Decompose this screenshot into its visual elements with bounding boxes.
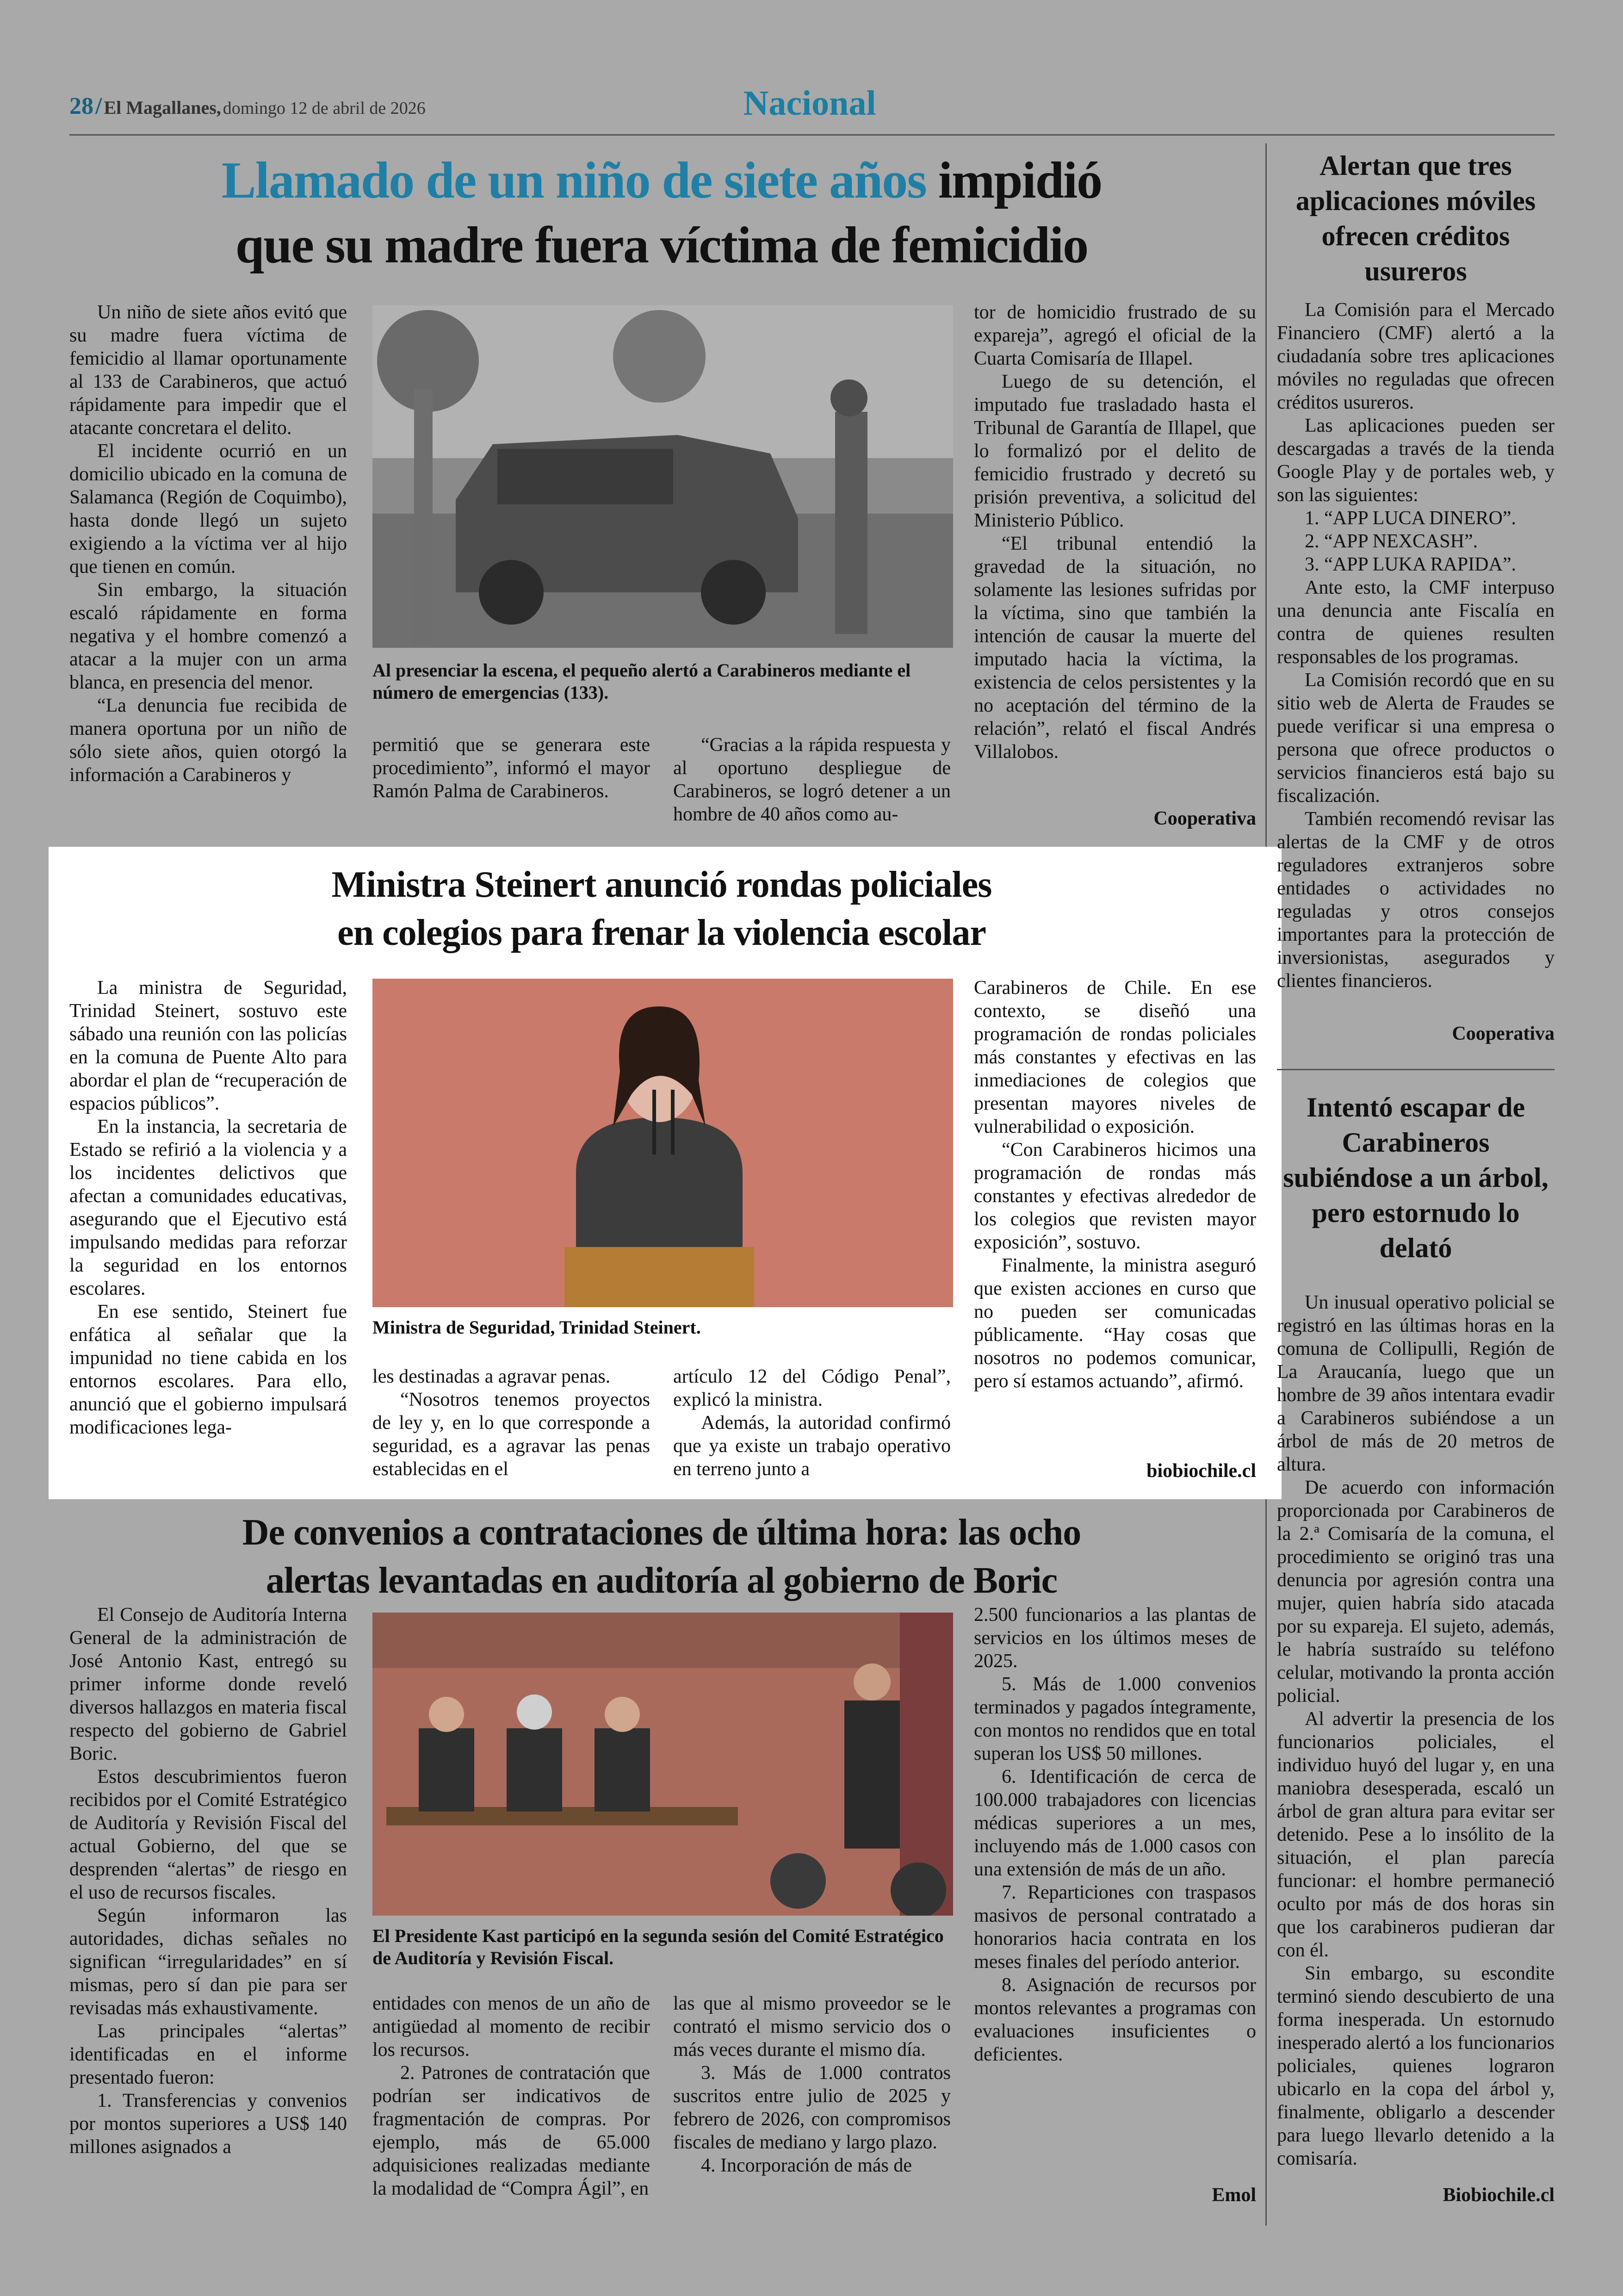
- paragraph: En ese sentido, Steinert fue enfática al señalar que la impunidad no tiene cabida en los entornos escolares. Para ello, anunció que el gobierno impulsará modificaciones lega-: [69, 1301, 347, 1438]
- paragraph: 6. Identificación de cerca de 100.000 trabajadores con licencias médicas superiores a un mes, incluyendo más de 1.000 casos con una extensión de más de un año.: [974, 1766, 1256, 1880]
- committee-photo: [372, 1613, 953, 1916]
- article3-col3: [673, 1992, 951, 2177]
- article3-headline: [69, 1508, 1254, 1605]
- paragraph: Las principales “alertas” identificadas en el informe presentado fueron:: [69, 2021, 347, 2088]
- article3-headline-line1: De convenios a contrataciones de última hora: las ocho: [242, 1512, 1081, 1553]
- list-item: 1. “APP LUCA DINERO”.: [1305, 508, 1516, 529]
- article1-headline-rest: impidió: [938, 152, 1102, 209]
- sidebar-rule: [1277, 1069, 1555, 1070]
- article3-col4: [974, 1603, 1256, 2066]
- paragraph: tor de homicidio frustrado de su expareja”, agregó el oficial de la Cuarta Comisaría de Illapel.: [974, 302, 1256, 369]
- article2-photo: [372, 979, 953, 1307]
- paragraph: Además, la autoridad confirmó que ya existe un trabajo operativo en terreno junto a: [673, 1412, 951, 1480]
- paragraph: entidades con menos de un año de antigüedad al momento de recibir los recursos.: [372, 1993, 650, 2060]
- article2-caption: Ministra de Seguridad, Trinidad Steinert.: [372, 1317, 701, 1338]
- article1-col3: [673, 733, 951, 826]
- paragraph: les destinadas a agravar penas.: [372, 1366, 611, 1387]
- paragraph: “El tribunal entendió la gravedad de la situación, no solamente las lesiones sufridas por la víctima, sino que también la intención de causar la muerte del imputado hacia la víctima, la existencia de celos persistentes y la no aceptación del término de la relación”, relató el fiscal Andrés Villalobos.: [974, 533, 1256, 763]
- paragraph: El Consejo de Auditoría Interna General de la administración de José Antonio Kast, entregó su primer informe donde reveló diversos hallazgos en materia fiscal respecto del gobierno de Gabriel Boric.: [69, 1604, 347, 1764]
- article2-col4: [974, 976, 1256, 1393]
- article1-caption: Al presenciar la escena, el pequeño alertó a Carabineros mediante el número de emergencias (133).: [372, 660, 911, 703]
- header-separator: /: [95, 93, 102, 119]
- article2-headline-line1: Ministra Steinert anunció rondas policiales: [331, 864, 992, 905]
- article3-photo: [372, 1613, 953, 1916]
- paragraph: 3. Más de 1.000 contratos suscritos entre julio de 2025 y febrero de 2026, con compromisos fiscales de mediano y largo plazo.: [673, 2062, 951, 2153]
- paragraph: Un niño de siete años evitó que su madre fuera víctima de femicidio al llamar oportunamente al 133 de Carabineros, que actuó rápidamente para impedir que el atacante concretara el delito.: [69, 302, 347, 439]
- paragraph: “La denuncia fue recibida de manera oportuna por un niño de sólo siete años, quien otorgó la información a Carabineros y: [69, 695, 347, 786]
- article2-col3: [673, 1365, 951, 1481]
- paragraph: El incidente ocurrió en un domicilio ubicado en la comuna de Salamanca (Región de Coquimbo), hasta donde llegó un sujeto exigiendo a la víctima ver al hijo que tienen en común.: [69, 441, 347, 577]
- paragraph: 2.500 funcionarios a las plantas de servicios en los últimos meses de 2025.: [974, 1604, 1256, 1672]
- article2-col1: [69, 976, 347, 1439]
- paragraph: Sin embargo, la situación escaló rápidamente en forma negativa y el hombre comenzó a atacar a la mujer con un arma blanca, en presencia del menor.: [69, 579, 347, 693]
- paragraph: Estos descubrimientos fueron recibidos por el Comité Estratégico de Auditoría y Revisión Fiscal del actual Gobierno, del que se desprenden “alertas” de riesgo en el uso de recursos fiscales.: [69, 1766, 347, 1903]
- list-item: 3. “APP LUKA RAPIDA”.: [1305, 554, 1516, 575]
- paragraph: La Comisión para el Mercado Financiero (CMF) alertó a la ciudadanía sobre tres aplicaciones móviles no reguladas que ofrecen créditos usureros.: [1277, 299, 1555, 413]
- article2-credit: biobiochile.cl: [1146, 1460, 1256, 1482]
- article1-headline: [69, 148, 1254, 278]
- paragraph: 4. Incorporación de más de: [701, 2155, 912, 2176]
- paragraph: Luego de su detención, el imputado fue trasladado hasta el Tribunal de Garantía de Illapel, que lo formalizó por el delito de femicidio frustrado y decretó su prisión preventiva, a solicitud del Ministerio Público.: [974, 371, 1256, 531]
- sidebar2-credit: Biobiochile.cl: [1443, 2184, 1555, 2206]
- paragraph: artículo 12 del Código Penal”, explicó la ministra.: [673, 1366, 951, 1410]
- paper-name: El Magallanes,: [104, 97, 221, 118]
- header-rule: [69, 134, 1555, 136]
- list-item: 2. “APP NEXCASH”.: [1305, 531, 1478, 552]
- paragraph: permitió que se generara este procedimiento”, informó el mayor Ramón Palma de Carabineros.: [372, 734, 650, 802]
- header-date: domingo 12 de abril de 2026: [223, 99, 426, 118]
- paragraph: 8. Asignación de recursos por montos relevantes a programas con evaluaciones insuficientes o deficientes.: [974, 1974, 1256, 2065]
- paragraph: En la instancia, la secretaria de Estado se refirió a la violencia y a los incidentes delictivos que afectan a comunidades educativas, asegurando que el Ejecutivo está impulsando medidas para reforzar la seguridad en los entornos escolares.: [69, 1116, 347, 1299]
- section-title: Nacional: [743, 84, 876, 123]
- paragraph: La ministra de Seguridad, Trinidad Steinert, sostuvo este sábado una reunión con las policías en la comuna de Puente Alto para abordar el plan de “recuperación de espacios públicos”.: [69, 977, 347, 1114]
- paragraph: La Comisión recordó que en su sitio web de Alerta de Fraudes se puede verificar si una empresa o persona que ofrece productos o servicios financieros está bajo su fiscalización.: [1277, 670, 1555, 807]
- paragraph: las que al mismo proveedor se le contrató el mismo servicio dos o más veces durante el mismo día.: [673, 1993, 951, 2060]
- paragraph: “Gracias a la rápida respuesta y al oportuno despliegue de Carabineros, se logró detener a un hombre de 40 años como au-: [673, 734, 951, 825]
- sidebar1-body: [1277, 298, 1555, 993]
- paragraph: Ante esto, la CMF interpuso una denuncia ante Fiscalía en contra de quienes resulten responsables de los programas.: [1277, 577, 1555, 668]
- paragraph: Según informaron las autoridades, dichas señales no significan “irregularidades” en sí mismas, pero sí dan pie para ser revisadas más exhaustivamente.: [69, 1905, 347, 2019]
- paragraph: “Nosotros tenemos proyectos de ley y, en lo que corresponde a seguridad, es a agravar las penas establecidas en el: [372, 1389, 650, 1480]
- paragraph: Finalmente, la ministra aseguró que existen acciones en curso que no pueden ser comunicadas públicamente. “Hay cosas que nosotros no podemos comunicar, pero sí estamos actuando”, afirmó.: [974, 1255, 1256, 1392]
- page-number: 28: [69, 93, 93, 119]
- paragraph: Carabineros de Chile. En ese contexto, se diseñó una programación de rondas policiales más constantes y efectivas en las inmediaciones de colegios que presentan mayores niveles de vulnerabilidad o exposición.: [974, 977, 1256, 1137]
- paragraph: Al advertir la presencia de los funcionarios policiales, el individuo huyó del lugar y, en una maniobra desesperada, escaló un árbol de gran altura para evitar ser detenido. Pese a lo insólito de la situación, el plan parecía funcionar: el hombre permaneció oculto por más de dos horas sin que los carabineros pudieran dar con él.: [1277, 1708, 1555, 1961]
- article1-photo: [372, 305, 953, 648]
- article1-col2: [372, 733, 650, 803]
- police-car-photo: [372, 305, 953, 648]
- paragraph: También recomendó revisar las alertas de la CMF y de otros reguladores extranjeros sobre entidades o actividades no reguladas y otros consejos importantes para la protección de inversionistas, asegurados y clientes financieros.: [1277, 808, 1555, 992]
- paragraph: Sin embargo, su escondite terminó siendo descubierto de una forma inesperada. Un estornudo inesperado alertó a los funcionarios policiales, quienes lograron ubicarlo en la copa del árbol y, finalmente, obligarlo a descender para luego llevarlo detenido a la comisaría.: [1277, 1963, 1555, 2169]
- article3-caption: El Presidente Kast participó en la segunda sesión del Comité Estratégico de Auditoría y Revisión Fiscal.: [372, 1925, 944, 1968]
- paragraph: Un inusual operativo policial se registró en las últimas horas en la comuna de Collipulli, Región de La Araucanía, luego que un hombre de 39 años intentara evadir a Carabineros subiéndose a un árbol de más de 20 metros de altura.: [1277, 1292, 1555, 1475]
- paragraph: 1. Transferencias y convenios por montos superiores a US$ 140 millones asignados a: [69, 2090, 347, 2158]
- article3-col1: [69, 1603, 347, 2159]
- sidebar1-headline: Alertan que tres aplicaciones móviles ofrecen créditos usureros: [1295, 150, 1536, 286]
- sidebar1-credit: Cooperativa: [1452, 1023, 1555, 1044]
- sidebar2-headline: Intentó escapar de Carabineros subiéndose a un árbol, pero estornudo lo delató: [1283, 1092, 1549, 1263]
- article1-headline-highlight: Llamado de un niño de siete años: [221, 152, 926, 209]
- paragraph: 5. Más de 1.000 convenios terminados y pagados íntegramente, con montos no rendidos que en total superan los US$ 50 millones.: [974, 1674, 1256, 1764]
- article2-col2: [372, 1365, 650, 1481]
- paragraph: 7. Reparticiones con traspasos masivos de personal contratado a honorarios hacia contrata en los meses finales del período anterior.: [974, 1882, 1256, 1973]
- article3-headline-line2: alertas levantadas en auditoría al gobierno de Boric: [266, 1560, 1058, 1601]
- paragraph: 2. Patrones de contratación que podrían ser indicativos de fragmentación de compras. Por ejemplo, más de 65.000 adquisiciones realizadas mediante la modalidad de “Compra Ágil”, en: [372, 2062, 650, 2199]
- minister-photo: [372, 979, 953, 1307]
- paragraph: De acuerdo con información proporcionada por Carabineros de la 2.ª Comisaría de la comuna, el procedimiento se originó tras una denuncia por agresión contra una mujer, quien habría sido atacada por su expareja. El sujeto, además, le habría sustraído su teléfono celular, motivando la pronta acción policial.: [1277, 1477, 1555, 1706]
- sidebar2-body: [1277, 1291, 1555, 2170]
- paragraph: Las aplicaciones pueden ser descargadas a través de la tienda Google Play y de portales web, y son las siguientes:: [1277, 415, 1555, 506]
- article1-col1: [69, 301, 347, 787]
- article1-headline-line2: que su madre fuera víctima de femicidio: [235, 217, 1088, 274]
- article2-headline-line2: en colegios para frenar la violencia escolar: [337, 912, 986, 953]
- article3-col2: [372, 1992, 650, 2200]
- article1-col4: [974, 301, 1256, 763]
- article1-credit: Cooperativa: [1153, 808, 1256, 829]
- article2-headline: [69, 861, 1254, 957]
- paragraph: “Con Carabineros hicimos una programación de rondas más constantes y efectivas alrededor de los colegios que revisten mayor exposición”, sostuvo.: [974, 1139, 1256, 1253]
- article3-credit: Emol: [1212, 2184, 1256, 2206]
